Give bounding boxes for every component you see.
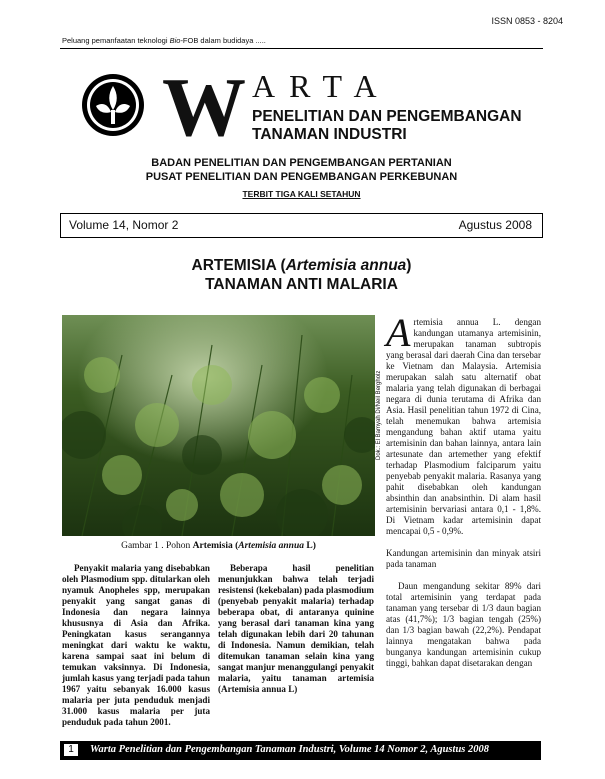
right-paragraph-1: rtemisia annua L. dengan kandungan utamanya artemisinin, merupakan tanaman subtropis yang berasal dari daerah Cina dan tersebar ke Vietnam dan Malaysia. Artemisia merupakan salah satu alternatif obat malaria yang telah digunakan di berbagai negara di dunia terutama di Afrika dan Asia. Hasil penelitian tahun 1972 di Cina, telah menemukan bahwa artemisia mengandung bahan aktif utama yaitu artemisinin dan bahan lainnya, antara lain artesunate dan artemether yang efektif terhadap Plasmodium falciparum yaitu penyebab penyakit malaria. Rasanya yang pahit disebabkan oleh kandungan absinthin dan anabsinthin. Di alam hasil artemisinin bervariasi antara 0,1 - 1,8%. Di Vietnam kadar artemisinin dapat mencapai 0,5 - 0,9%. [386, 317, 541, 536]
artemisia-plant-photo [62, 315, 375, 536]
article-title-line-1: ARTEMISIA (Artemisia annua) [191, 257, 412, 274]
issue-date: Agustus 2008 [458, 218, 532, 232]
masthead-arta: ARTA [252, 68, 391, 104]
header-rule [60, 48, 543, 49]
masthead-big-letter: W [162, 61, 244, 154]
publisher-line-2: PUSAT PENELITIAN DAN PENGEMBANGAN PERKEBUNAN [145, 171, 458, 183]
page-number: 1 [64, 744, 78, 756]
article-title-line-2: TANAMAN ANTI MALARIA [205, 276, 398, 293]
drop-cap: A [386, 310, 411, 355]
body-column-left: Penyakit malaria yang disebabkan oleh Plasmodium spp. ditularkan oleh nyamuk Anopheles spp, merupakan penyakit yang sangat ganas di Indonesia dan negara lainnya khususnya di Asia dan Afrika. Peningkatan kasus serangannya meningkat dari waktu ke waktu, karena sampai saat ini belum di temukan vaksinnya. Di Indonesia, jumlah kasus yang terjadi pada tahun 1967 yaitu sebanyak 16.000 kasus malaria per juta penduduk menjadi 31.000 kasus malaria per juta penduduk pada tahun 2001. [62, 563, 210, 727]
masthead-subtitle-1: PENELITIAN DAN PENGEMBANGAN [252, 108, 522, 125]
body-column-right [386, 310, 541, 669]
publication-frequency: TERBIT TIGA KALI SETAHUN [242, 189, 361, 199]
issue-volume: Volume 14, Nomor 2 [69, 218, 179, 232]
subheading: Kandungan artemisinin dan minyak atsiri pada tanaman [386, 548, 541, 569]
footer-bar [60, 741, 541, 760]
figure-caption: Gambar 1 . Pohon Artemisia (Artemisia annua L) [121, 541, 316, 551]
running-header: Peluang pemanfaatan teknologi Bio-FOB dalam budidaya ..... [62, 36, 266, 45]
publisher-line-1: BADAN PENELITIAN DAN PENGEMBANGAN PERTANIAN [151, 157, 452, 169]
right-paragraph-2: Daun mengandung sekitar 89% dari total artemisinin yang terdapat pada tanaman yang tersebar di 1/3 daun bagian atas (41,7%); 1/3 bagian tengah (25%) dan 1/3 bagian bawah (22,2%). Pendapat lainnya mengatakan bahwa pada bunganya kandungan artemisinin cukup tinggi, bahkan dapat disetarakan dengan [386, 581, 541, 668]
issn-number: ISSN 0853 - 8204 [491, 16, 563, 26]
photo-credit: Dok.: El Bamyah Di/Neil Bergholz [376, 370, 382, 460]
footer-citation: Warta Penelitian dan Pengembangan Tanaman Industri, Volume 14 Nomor 2, Agustus 2008 [90, 744, 489, 755]
institution-logo [80, 72, 146, 138]
masthead-subtitle-2: TANAMAN INDUSTRI [252, 126, 407, 143]
issue-info-box [60, 213, 543, 238]
body-column-middle: Beberapa hasil penelitian menunjukkan bahwa telah terjadi resistensi (kekebalan) pada plasmodium (penyebab penyakit malaria) terhadap beberapa obat, di antaranya quinine yang berasal dari tanaman kina yang telah digunakan lebih dari 20 tahunan di Indonesia. Namun demikian, telah ditemukan tanaman selain kina yang sangat manjur menanggulangi penyakit malaria, yaitu tanaman artemisia (Artemisia annua L) [218, 563, 374, 694]
